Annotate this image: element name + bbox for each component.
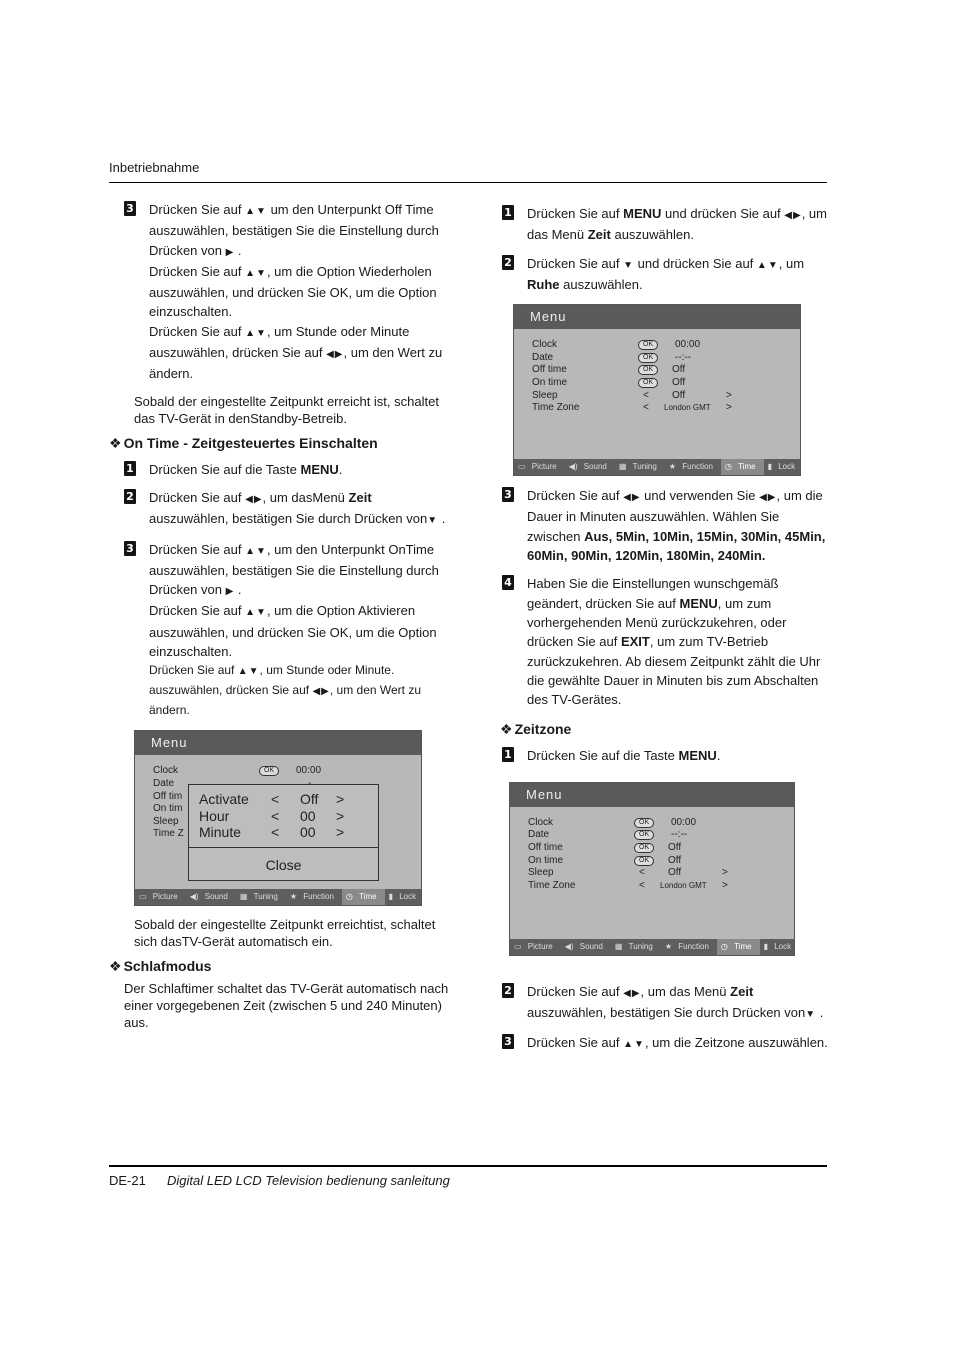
down-arrow-icon: ▼	[256, 267, 267, 279]
right-arrow-icon: ▶	[334, 349, 344, 361]
step-number: 1	[502, 205, 514, 220]
tab-sound[interactable]: ◀) Sound	[564, 941, 603, 951]
down-arrow-icon: ▼	[805, 1009, 817, 1021]
right-arrow-icon: ▶	[631, 492, 641, 504]
menu-tab-bar	[514, 459, 800, 475]
popup-hour-row[interactable]: Hour < 00 >	[199, 807, 345, 824]
tab-picture[interactable]: ▭ Picture	[518, 462, 557, 472]
step-sleep-3: 3 Drücken Sie auf ◀▶ und verwenden Sie ◀▶, um die Dauer in Minuten auszuwählen. Wählen Sie zwischen Aus, 5Min, 10Min, 15Min, 30Min, 45Min, 60Min, 90Min, 120Min, 180Min, 240Min.	[500, 486, 830, 565]
ok-icon: OK	[638, 340, 658, 350]
down-arrow-icon: ▼	[427, 515, 439, 527]
step-sleep-1: 1 Drücken Sie auf MENU und drücken Sie auf ◀▶, um das Menü Zeit auszuwählen.	[500, 204, 830, 245]
tab-lock[interactable]: ▮ Lock	[763, 941, 792, 951]
ok-icon: OK	[638, 378, 658, 388]
ok-icon: OK	[634, 818, 654, 828]
right-arrow-icon: ▶	[321, 686, 330, 698]
menu-tab-bar	[135, 889, 421, 905]
left-arrow-icon: ◀	[245, 493, 254, 505]
ok-icon: OK	[634, 856, 654, 866]
popup-activate-row[interactable]: Activate < Off >	[199, 791, 345, 808]
diamond-icon: ❖	[109, 434, 122, 451]
step-timezone-1: 1 Drücken Sie auf die Taste MENU.	[500, 746, 830, 765]
timer-popup	[188, 784, 379, 881]
menu-title: Menu	[514, 305, 800, 329]
right-column	[500, 204, 830, 1064]
step-number: 2	[124, 489, 136, 504]
up-arrow-icon: ▲	[623, 1039, 635, 1051]
step-number: 3	[124, 541, 136, 556]
tv-menu-ontime-popup: Menu Clock OK 00:00 Date Off tim On tim Sleep Time Z Activate < Off > Hour < 00 > Minute < 00 > Close ▭ Picture ◀) Sound ▦ Tuning ★ Function ◷ Time ▮ Lock	[134, 730, 422, 906]
step-on-time-1: 1 Drücken Sie auf die Taste MENU.	[109, 460, 454, 479]
sleep-description: Der Schlaftimer schaltet das TV-Gerät automatisch nach einer vorgegebenen Zeit (zwischen 5 und 240 Minuten) aus.	[124, 981, 449, 1031]
footer-rule	[109, 1165, 827, 1167]
left-arrow-icon: ◀	[784, 210, 793, 221]
right-arrow-icon: ▶	[225, 246, 235, 258]
step-timezone-3: 3 Drücken Sie auf ▲▼, um die Zeitzone auszuwählen.	[500, 1033, 830, 1054]
up-arrow-icon: ▲	[245, 327, 257, 339]
ok-icon: OK	[634, 843, 654, 853]
ok-icon: OK	[638, 365, 658, 375]
step-number: 2	[502, 983, 514, 998]
ok-icon: OK	[259, 766, 279, 776]
header-rule	[109, 182, 827, 183]
menu-title: Menu	[510, 783, 794, 807]
right-arrow-icon: ▶	[631, 987, 641, 999]
diamond-icon: ❖	[109, 958, 122, 975]
down-arrow-icon: ▼	[256, 327, 267, 339]
menu-tab-bar	[510, 939, 794, 955]
left-arrow-icon: ◀	[759, 492, 768, 504]
up-arrow-icon: ▲	[245, 545, 257, 557]
popup-close-button[interactable]: Close	[189, 847, 378, 880]
left-arrow-icon: ◀	[312, 686, 322, 698]
tab-time[interactable]: ◷ Time	[721, 459, 764, 475]
down-arrow-icon: ▼	[256, 607, 267, 619]
menu-title: Menu	[135, 731, 421, 755]
step-number: 2	[502, 255, 514, 270]
step-number: 3	[502, 1034, 514, 1049]
diamond-icon: ❖	[500, 721, 513, 738]
note-off-time: Sobald der eingestellte Zeitpunkt erreicht ist, schaltet das TV-Gerät in denStandby-Betreib.	[134, 393, 439, 426]
tab-time[interactable]: ◷ Time	[342, 889, 385, 905]
left-arrow-icon: ◀	[623, 987, 632, 999]
note-on-time: Sobald der eingestellte Zeitpunkt erreichtist, schaltet sich dasTV-Gerät automatisch ein.	[134, 917, 436, 950]
up-arrow-icon: ▲	[756, 259, 768, 271]
step-number: 3	[502, 487, 514, 502]
down-arrow-icon: ▼	[767, 259, 779, 271]
step-number: 1	[124, 461, 136, 476]
tab-function[interactable]: ★ Function	[664, 941, 709, 951]
right-arrow-icon: ▶	[767, 492, 777, 504]
step-off-time-3: 3 Drücken Sie auf ▲▼ um den Unterpunkt Off Time auszuwählen, bestätigen Sie die Einstellung durch Drücken von ▶ . Drücken Sie auf ▲▼, um die Option Wiederholen auszuwählen, und drücken Sie OK, um die Option einzuschalten. Drücken Sie auf ▲▼, um Stunde oder Minute auszuwählen, drücken Sie auf ◀▶, um den Wert zu ändern.	[109, 200, 454, 384]
step-number: 1	[502, 747, 514, 762]
right-arrow-icon: ▶	[253, 493, 263, 505]
up-arrow-icon: ▲	[245, 206, 257, 217]
up-arrow-icon: ▲	[245, 607, 257, 619]
left-arrow-icon: ◀	[623, 492, 632, 504]
tab-function[interactable]: ★ Function	[289, 892, 334, 902]
down-arrow-icon: ▼	[256, 545, 267, 557]
step-sleep-4: 4 Haben Sie die Einstellungen wunschgemäß geändert, drücken Sie auf MENU, um zum vorhergehenden Menü zurückzukehren, oder drücken Sie auf EXIT, um zum TV-Betrieb zurückzukehren. Ab diesem Zeitpunkt zählt die Uhr die gewählte Dauer in Minuten bis zum Abschalten des TV-Gerätes.	[500, 574, 830, 709]
tab-lock[interactable]: ▮ Lock	[388, 892, 417, 902]
tab-function[interactable]: ★ Function	[668, 462, 713, 472]
step-number: 3	[124, 201, 136, 216]
right-arrow-icon: ▶	[225, 586, 235, 598]
down-arrow-icon: ▼	[248, 666, 260, 678]
manual-title: Digital LED LCD Television bedienung sanleitung	[167, 1173, 450, 1188]
tab-picture[interactable]: ▭ Picture	[514, 941, 553, 951]
tv-menu-time-zone: Menu Clock OK 00:00 Date OK --:-- Off time OK Off On time OK Off Sleep < Off > Time Zone < London GMT > ▭ Picture ◀) Sound ▦ Tuning ★ Function ◷ Time ▮ Lock	[509, 782, 795, 956]
tab-tuning[interactable]: ▦ Tuning	[614, 941, 653, 951]
up-arrow-icon: ▲	[245, 267, 257, 279]
tab-tuning[interactable]: ▦ Tuning	[239, 892, 278, 902]
popup-minute-row[interactable]: Minute < 00 >	[199, 824, 345, 841]
section-heading-on-time: ❖ On Time - Zeitgesteuertes Einschalten	[109, 434, 378, 451]
step-number: 4	[502, 575, 514, 590]
right-arrow-icon: ▶	[793, 210, 802, 221]
tab-picture[interactable]: ▭ Picture	[139, 892, 178, 902]
ok-icon: OK	[638, 353, 658, 363]
step-on-time-2: 2 Drücken Sie auf ◀▶, um dasMenü Zeit auszuwählen, bestätigen Sie durch Drücken von▼ .	[109, 488, 454, 531]
tab-lock[interactable]: ▮ Lock	[767, 462, 796, 472]
section-heading-timezone: ❖ Zeitzone	[500, 721, 572, 738]
tab-sound[interactable]: ◀) Sound	[568, 462, 607, 472]
down-arrow-icon: ▼	[256, 206, 267, 217]
section-heading-sleep: ❖ Schlafmodus	[109, 958, 212, 975]
step-timezone-2: 2 Drücken Sie auf ◀▶, um das Menü Zeit auszuwählen, bestätigen Sie durch Drücken von▼ .	[500, 982, 830, 1025]
ok-icon: OK	[634, 830, 654, 840]
left-arrow-icon: ◀	[326, 349, 335, 361]
down-arrow-icon: ▼	[623, 259, 635, 271]
tab-tuning[interactable]: ▦ Tuning	[618, 462, 657, 472]
tab-sound[interactable]: ◀) Sound	[189, 892, 228, 902]
down-arrow-icon: ▼	[634, 1039, 645, 1051]
up-arrow-icon: ▲	[237, 666, 249, 678]
left-column	[109, 200, 454, 1031]
step-on-time-3: 3 Drücken Sie auf ▲▼, um den Unterpunkt OnTime auszuwählen, bestätigen Sie die Einstellung durch Drücken von ▶ . Drücken Sie auf ▲▼, um die Option Aktivieren auszuwählen, und drücken Sie OK, um die Option einzuschalten. Drücken Sie auf ▲▼, um Stunde oder Minute. auszuwählen, drücken Sie auf ◀▶, um den Wert zu ändern.	[109, 540, 454, 721]
page-header: Inbetriebnahme	[109, 160, 200, 175]
step-sleep-2: 2 Drücken Sie auf ▼ und drücken Sie auf ▲▼, um Ruhe auszuwählen.	[500, 254, 830, 295]
page-number: DE-21	[109, 1173, 146, 1188]
tab-time[interactable]: ◷ Time	[717, 939, 760, 955]
tv-menu-time-sleep: Menu Clock OK 00:00 Date OK --:-- Off time OK Off On time OK Off Sleep < Off > Time Zone < London GMT > ▭ Picture ◀) Sound ▦ Tuning ★ Function ◷ Time ▮ Lock	[513, 304, 801, 476]
